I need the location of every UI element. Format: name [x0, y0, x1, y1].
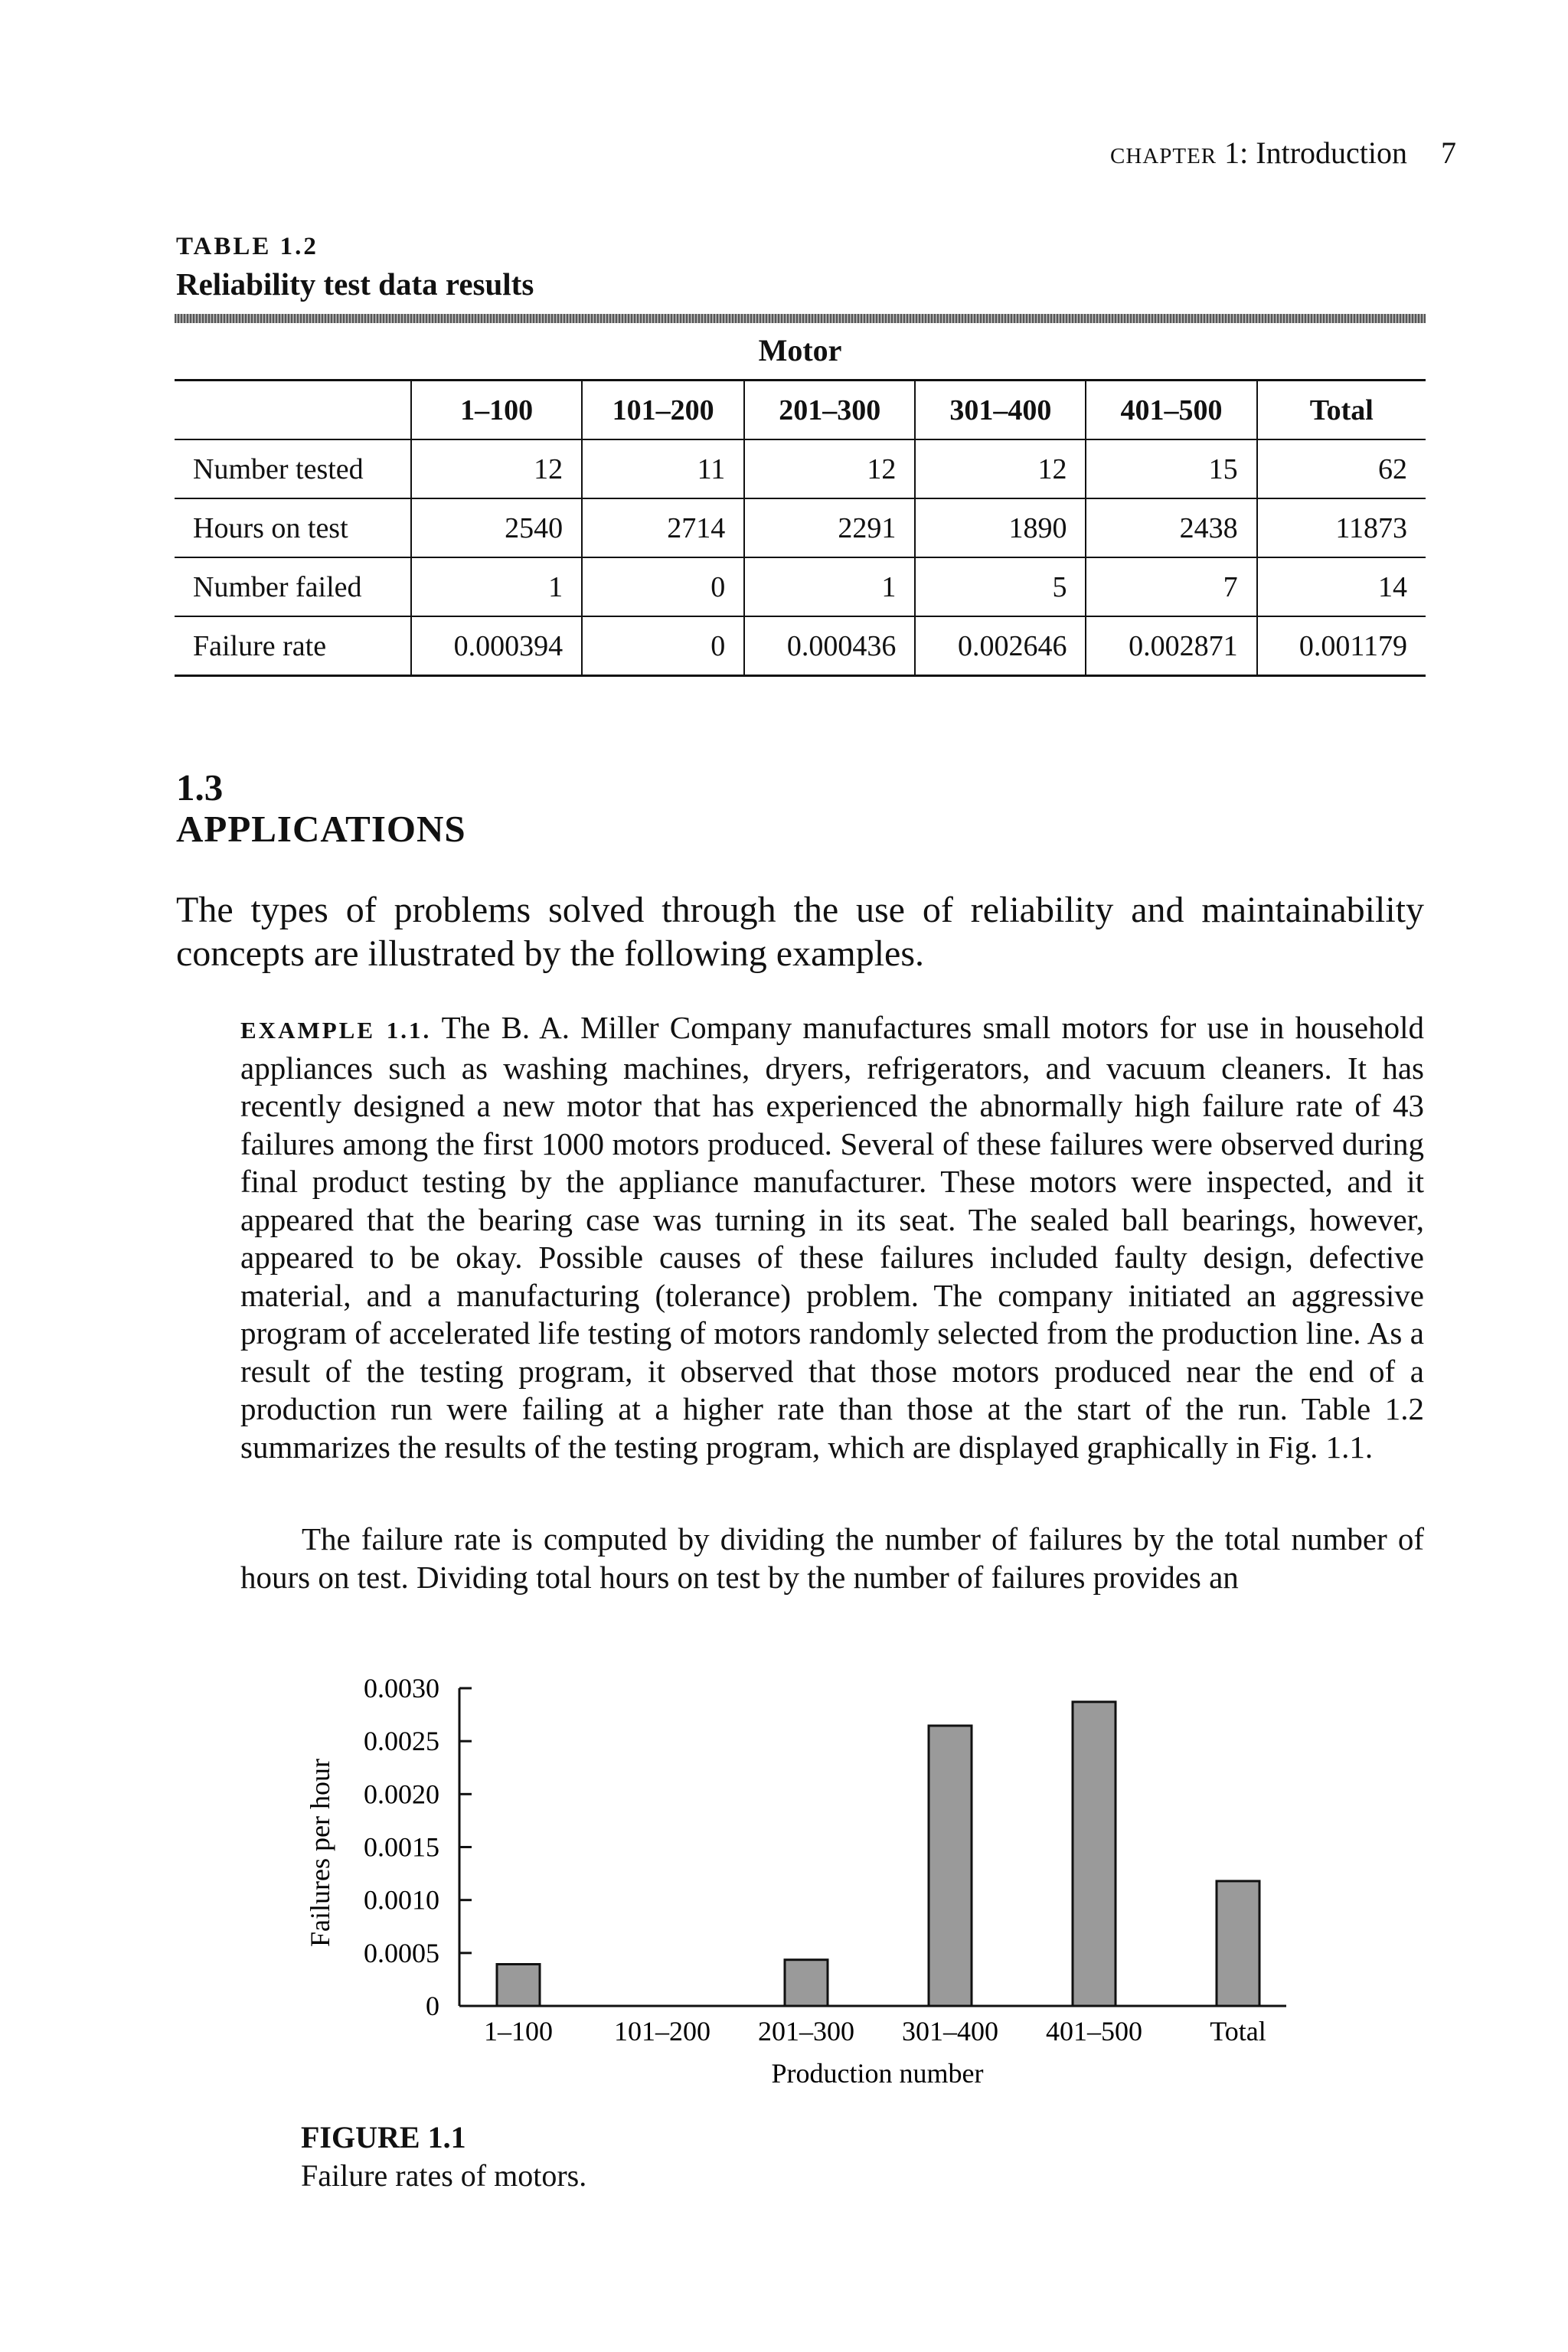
running-head-chapter-title: 1: Introduction — [1224, 136, 1407, 170]
table-cell: 1 — [411, 557, 582, 616]
figure-caption: Failure rates of motors. — [301, 2158, 587, 2193]
table-row — [175, 498, 1426, 557]
table-cell: 0.002646 — [915, 616, 1086, 676]
bar-0 — [497, 1964, 540, 2006]
table-row — [175, 616, 1426, 676]
table-row — [175, 557, 1426, 616]
table-label: TABLE 1.2 — [176, 233, 318, 260]
table-column-header: Total — [1257, 381, 1426, 440]
table-cell: 2714 — [582, 498, 744, 557]
bar-2 — [785, 1960, 828, 2006]
table-cell: 62 — [1257, 439, 1426, 498]
example-text: The B. A. Miller Company manufactures small motors for use in household appliances such as washing machines, dryers, refrigerators, and vacuum cleaners. It has recently designed a new motor that has experienced the abnormally high failure rate of 43 failures among the first 1000 motors produced. Several of these failures were observed during final product testing by the appliance manufacturer. These motors were inspected, and it appeared that the bearing case was turning in its seat. The sealed ball bearings, however, appeared to be okay. Possible causes of these failures included faulty design, defective material, and a manufacturing (tolerance) problem. The company initiated an aggressive program of accelerated life testing of motors randomly selected from the production line. As a result of the testing program, it observed that those motors produced near the end of a production run were failing at a higher rate than those at the start of the run. Table 1.2 summarizes the results of the testing program, which are displayed graphically in Fig. 1.1. — [240, 1010, 1424, 1465]
page-number: 7 — [1441, 136, 1456, 170]
table-caption — [176, 233, 534, 302]
table-row-label: Number failed — [175, 557, 411, 616]
x-tick-label: 401–500 — [1046, 2016, 1142, 2047]
table-group-header: Motor — [758, 333, 842, 368]
reliability-table — [175, 379, 1426, 677]
table-cell: 2291 — [744, 498, 915, 557]
running-head — [1110, 135, 1456, 171]
figure-label: FIGURE 1.1 — [301, 2120, 466, 2154]
x-tick-label: 201–300 — [758, 2016, 854, 2047]
y-tick-label: 0.0030 — [364, 1673, 439, 1704]
table-row-label: Number tested — [175, 439, 411, 498]
table-cell: 12 — [915, 439, 1086, 498]
table-cell: 0.000436 — [744, 616, 915, 676]
table-column-header: 401–500 — [1086, 381, 1256, 440]
table-cell: 1890 — [915, 498, 1086, 557]
table-cell: 2438 — [1086, 498, 1256, 557]
table-cell: 12 — [411, 439, 582, 498]
table-column-header: 301–400 — [915, 381, 1086, 440]
table-cell: 7 — [1086, 557, 1256, 616]
y-tick-label: 0.0015 — [364, 1831, 439, 1863]
table-top-rule — [175, 314, 1426, 323]
section-number: 1.3 — [176, 766, 224, 808]
table-cell: 11 — [582, 439, 744, 498]
table-cell: 0.002871 — [1086, 616, 1256, 676]
running-head-chapter-word: CHAPTER — [1110, 144, 1217, 168]
table-header-row — [175, 381, 1426, 440]
x-tick-label: 1–100 — [484, 2016, 553, 2047]
bar-5 — [1217, 1881, 1259, 2006]
table-cell: 0.001179 — [1257, 616, 1426, 676]
table-cell: 15 — [1086, 439, 1256, 498]
example-label: EXAMPLE 1.1. — [240, 1017, 432, 1044]
table-cell: 0 — [582, 557, 744, 616]
failure-rate-paragraph: The failure rate is computed by dividing the number of failures by the total number of hours on test. Dividing total hours on test by the number of failures provides an — [240, 1521, 1424, 1595]
section-title: APPLICATIONS — [176, 808, 466, 850]
table-cell: 2540 — [411, 498, 582, 557]
x-tick-label: Total — [1210, 2016, 1266, 2047]
y-tick-label: 0.0005 — [364, 1937, 439, 1968]
table-column-header: 101–200 — [582, 381, 744, 440]
table-row — [175, 439, 1426, 498]
intro-paragraph: The types of problems solved through the use of reliability and maintainability concepts are illustrated by the following examples. — [176, 890, 1424, 974]
table-cell: 14 — [1257, 557, 1426, 616]
table-row-label: Hours on test — [175, 498, 411, 557]
table-cell: 12 — [744, 439, 915, 498]
y-tick-label: 0 — [426, 1991, 439, 2021]
example-paragraph — [240, 1009, 1424, 1466]
table-cell: 0.000394 — [411, 616, 582, 676]
table-header-blank — [175, 381, 411, 440]
table-title: Reliability test data results — [176, 266, 534, 302]
y-tick-label: 0.0010 — [364, 1884, 439, 1916]
y-tick-label: 0.0020 — [364, 1779, 439, 1810]
x-tick-label: 301–400 — [902, 2016, 998, 2047]
table-cell: 5 — [915, 557, 1086, 616]
table-column-header: 201–300 — [744, 381, 915, 440]
x-axis-label: Production number — [771, 2058, 984, 2089]
y-axis-label: Failures per hour — [305, 1759, 335, 1947]
table-cell: 0 — [582, 616, 744, 676]
bar-3 — [929, 1726, 972, 2006]
table-cell: 1 — [744, 557, 915, 616]
table-column-header: 1–100 — [411, 381, 582, 440]
table-row-label: Failure rate — [175, 616, 411, 676]
table-cell: 11873 — [1257, 498, 1426, 557]
x-tick-label: 101–200 — [614, 2016, 710, 2047]
bar-4 — [1073, 1702, 1116, 2006]
y-tick-label: 0.0025 — [364, 1726, 439, 1757]
